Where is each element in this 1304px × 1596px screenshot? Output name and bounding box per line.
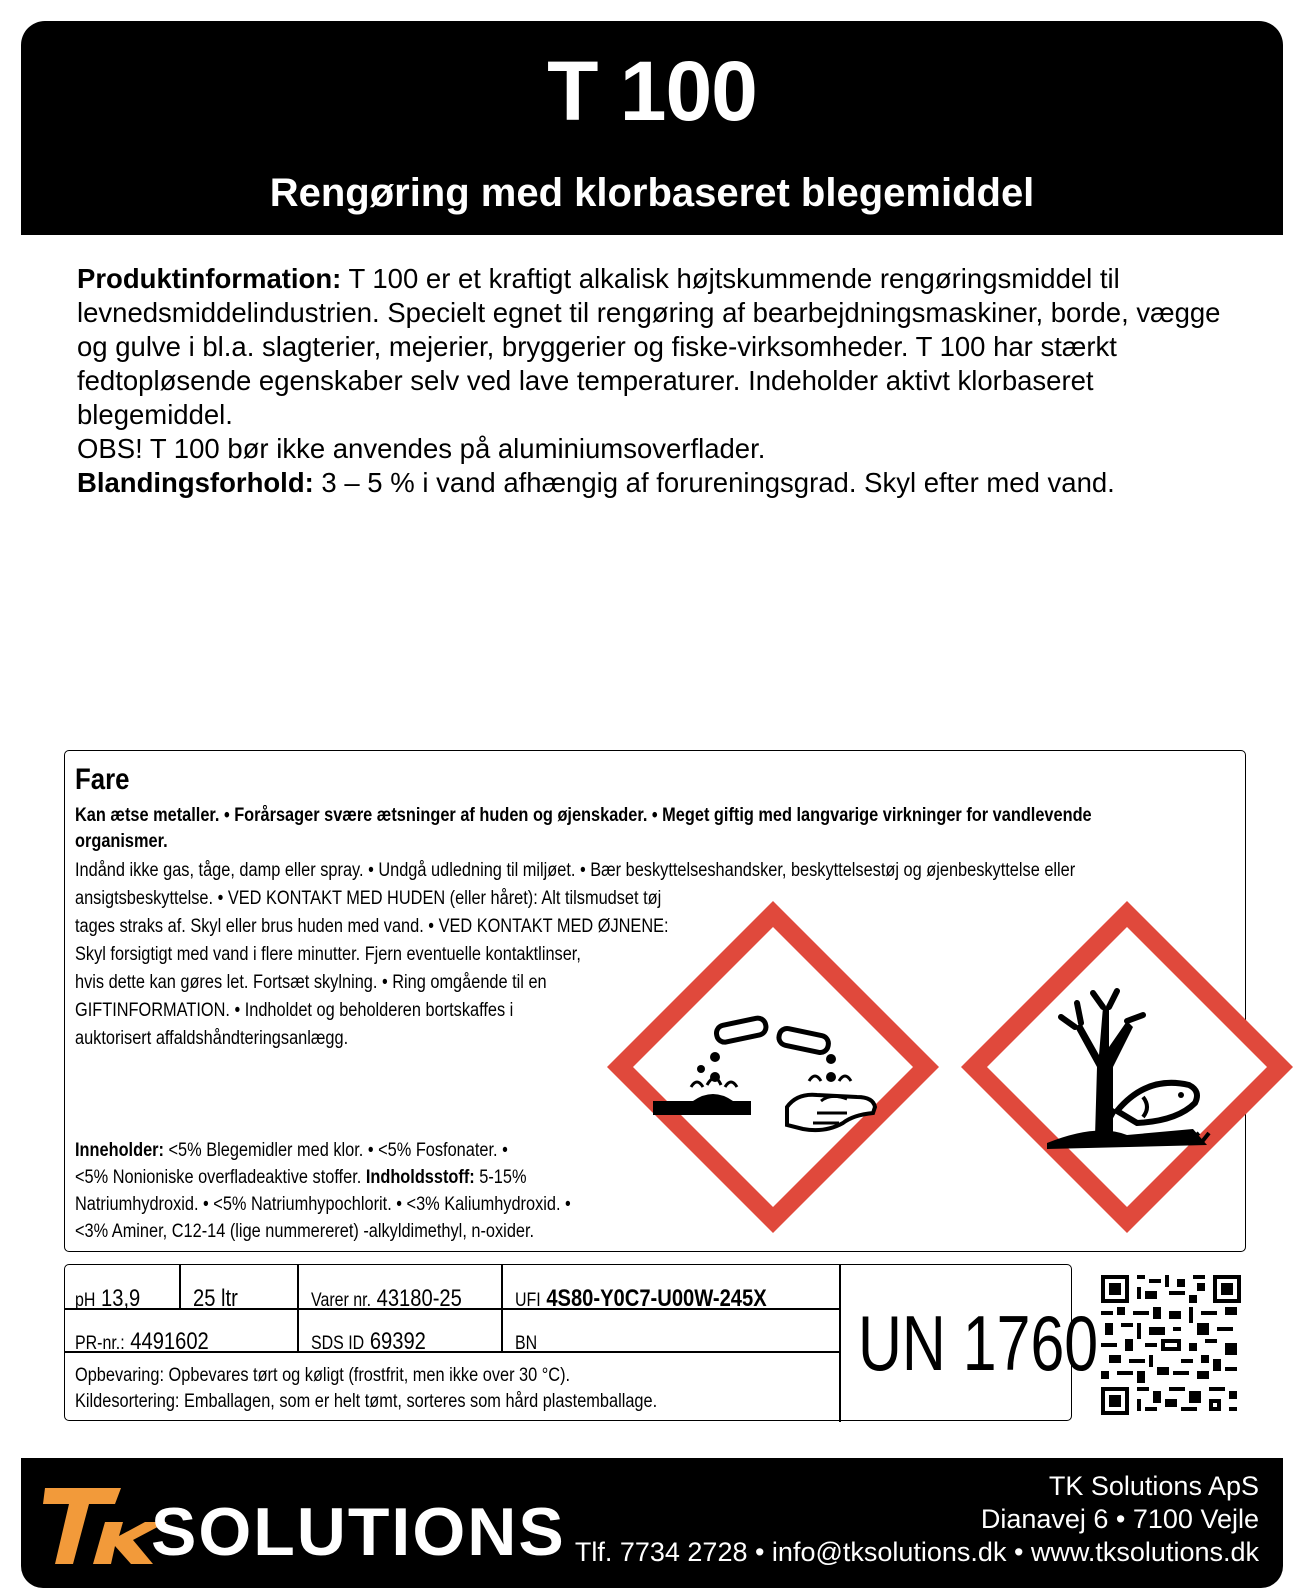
precaution-line: Skyl forsigtigt med vand i flere minutter. Fjern eventuelle kontaktlinser, bbox=[75, 944, 581, 965]
qr-code-icon bbox=[1101, 1275, 1241, 1415]
column-divider bbox=[297, 1265, 299, 1351]
aluminium-warning: OBS! T 100 bør ikke anvendes på aluminiumsoverflader. bbox=[77, 433, 766, 464]
contents-label: Inneholder: bbox=[75, 1140, 164, 1161]
hazard-box bbox=[64, 750, 1246, 1252]
product-title: T 100 bbox=[547, 44, 757, 138]
batch-cell bbox=[515, 1330, 537, 1354]
precaution-line: ansigtsbeskyttelse. • VED KONTAKT MED HUDEN (eller håret): Alt tilsmudset tøj bbox=[75, 888, 662, 909]
item-number-cell bbox=[311, 1287, 462, 1311]
column-divider bbox=[839, 1265, 841, 1422]
product-info-text: T 100 er et kraftigt alkalisk højtskummende rengøringsmiddel til levnedsmiddelindustrien. Specielt egnet til rengøring af bearbejdningsmaskiner, borde, vægge og gulve i bl.a. slagterier, mejerier, bryggerier og fiske-virksomheder. T 100 har stærkt fedtopløsende egenskaber selv ved lave temperaturer. Indeholder aktivt klorbaseret blegemiddel. bbox=[77, 263, 1221, 430]
precaution-line: auktorisert affaldshåndteringsanlægg. bbox=[75, 1028, 349, 1049]
footer-band bbox=[21, 1458, 1283, 1588]
item-number-label: Varer nr. bbox=[311, 1290, 372, 1311]
column-divider bbox=[501, 1265, 503, 1351]
precaution-line: GIFTINFORMATION. • Indholdet og beholderen bortskaffes i bbox=[75, 1000, 514, 1021]
environment-icon bbox=[957, 897, 1297, 1237]
pr-number-label: PR-nr.: bbox=[75, 1333, 125, 1354]
column-divider bbox=[179, 1265, 181, 1308]
ufi-value: 4S80-Y0C7-U00W-245X bbox=[546, 1285, 767, 1312]
product-info bbox=[77, 262, 1257, 500]
sds-cell bbox=[311, 1330, 426, 1354]
contents-text-3: 5-15% bbox=[474, 1167, 527, 1188]
contents-line: Natriumhydroxid. • <5% Natriumhypochlorit. • <3% Kaliumhydroxid. • bbox=[75, 1194, 571, 1215]
ph-value: 13,9 bbox=[101, 1285, 141, 1312]
volume-value: 25 ltr bbox=[193, 1285, 238, 1312]
pr-number-cell bbox=[75, 1330, 209, 1354]
ufi-label: UFI bbox=[515, 1290, 541, 1311]
storage-text: Opbevaring: Opbevares tørt og køligt (frostfrit, men ikke over 30 °C). bbox=[75, 1365, 571, 1386]
mixing-ratio bbox=[77, 466, 1257, 500]
contents-statement bbox=[75, 1137, 694, 1245]
contents-line bbox=[75, 1137, 694, 1164]
ph-label: pH bbox=[75, 1290, 96, 1311]
header-band bbox=[21, 21, 1283, 235]
storage-info bbox=[75, 1363, 657, 1415]
contents-text-2: <5% Nonioniske overfladeaktive stoffer. bbox=[75, 1167, 366, 1188]
contents-line bbox=[75, 1164, 694, 1191]
precaution-line: Indånd ikke gas, tåge, damp eller spray. • Undgå udledning til miljøet. • Bær beskyttelseshandsker, beskyttelsestøj og øjenbeskyttelse eller bbox=[75, 860, 1076, 881]
product-info-label: Produktinformation: bbox=[77, 263, 342, 294]
sds-value: 69392 bbox=[369, 1328, 426, 1355]
mixing-text: 3 – 5 % i vand afhængig af forureningsgrad. Skyl efter med vand. bbox=[313, 467, 1115, 498]
precaution-line: hvis dette kan gøres let. Fortsæt skylning. • Ring omgående til en bbox=[75, 972, 547, 993]
active-substance-label: Indholdsstoff: bbox=[365, 1167, 475, 1188]
ph-cell bbox=[75, 1287, 140, 1311]
precautionary-statements bbox=[75, 857, 1107, 1053]
product-description bbox=[77, 262, 1257, 432]
company-address: Dianavej 6 • 7100 Vejle bbox=[980, 1504, 1259, 1534]
mixing-label: Blandingsforhold: bbox=[77, 467, 314, 498]
pr-number-value: 4491602 bbox=[130, 1328, 209, 1355]
company-name: TK Solutions ApS bbox=[1048, 1471, 1259, 1501]
item-number-value: 43180-25 bbox=[376, 1285, 462, 1312]
batch-label: BN bbox=[515, 1333, 538, 1354]
un-number: UN 1760 bbox=[858, 1299, 1099, 1387]
signal-word: Fare bbox=[75, 763, 130, 796]
hazard-statements: Kan ætse metaller. • Forårsager svære ætsninger af huden og øjenskader. • Meget giftig med langvarige virkninger for vandlevende organismer. bbox=[75, 805, 1092, 852]
sds-label: SDS ID bbox=[311, 1333, 365, 1354]
contents-text-1: <5% Blegemidler med klor. • <5% Fosfonater. • bbox=[163, 1140, 508, 1161]
sorting-text: Kildesortering: Emballagen, som er helt tømt, sorteres som hård plastemballage. bbox=[75, 1391, 658, 1412]
company-contact: Tlf. 7734 2728 • info@tksolutions.dk • www.tksolutions.dk bbox=[574, 1537, 1259, 1567]
ufi-cell bbox=[515, 1287, 767, 1311]
company-info bbox=[575, 1470, 1259, 1569]
contents-line: <3% Aminer, C12-14 (lige nummereret) -alkyldimethyl, n-oxider. bbox=[75, 1221, 535, 1242]
logo-wordmark: SOLUTIONS bbox=[151, 1494, 566, 1570]
precaution-line: tages straks af. Skyl eller brus huden med vand. • VED KONTAKT MED ØJNENE: bbox=[75, 916, 669, 937]
product-subtitle: Rengøring med klorbaseret blegemiddel bbox=[269, 171, 1035, 215]
